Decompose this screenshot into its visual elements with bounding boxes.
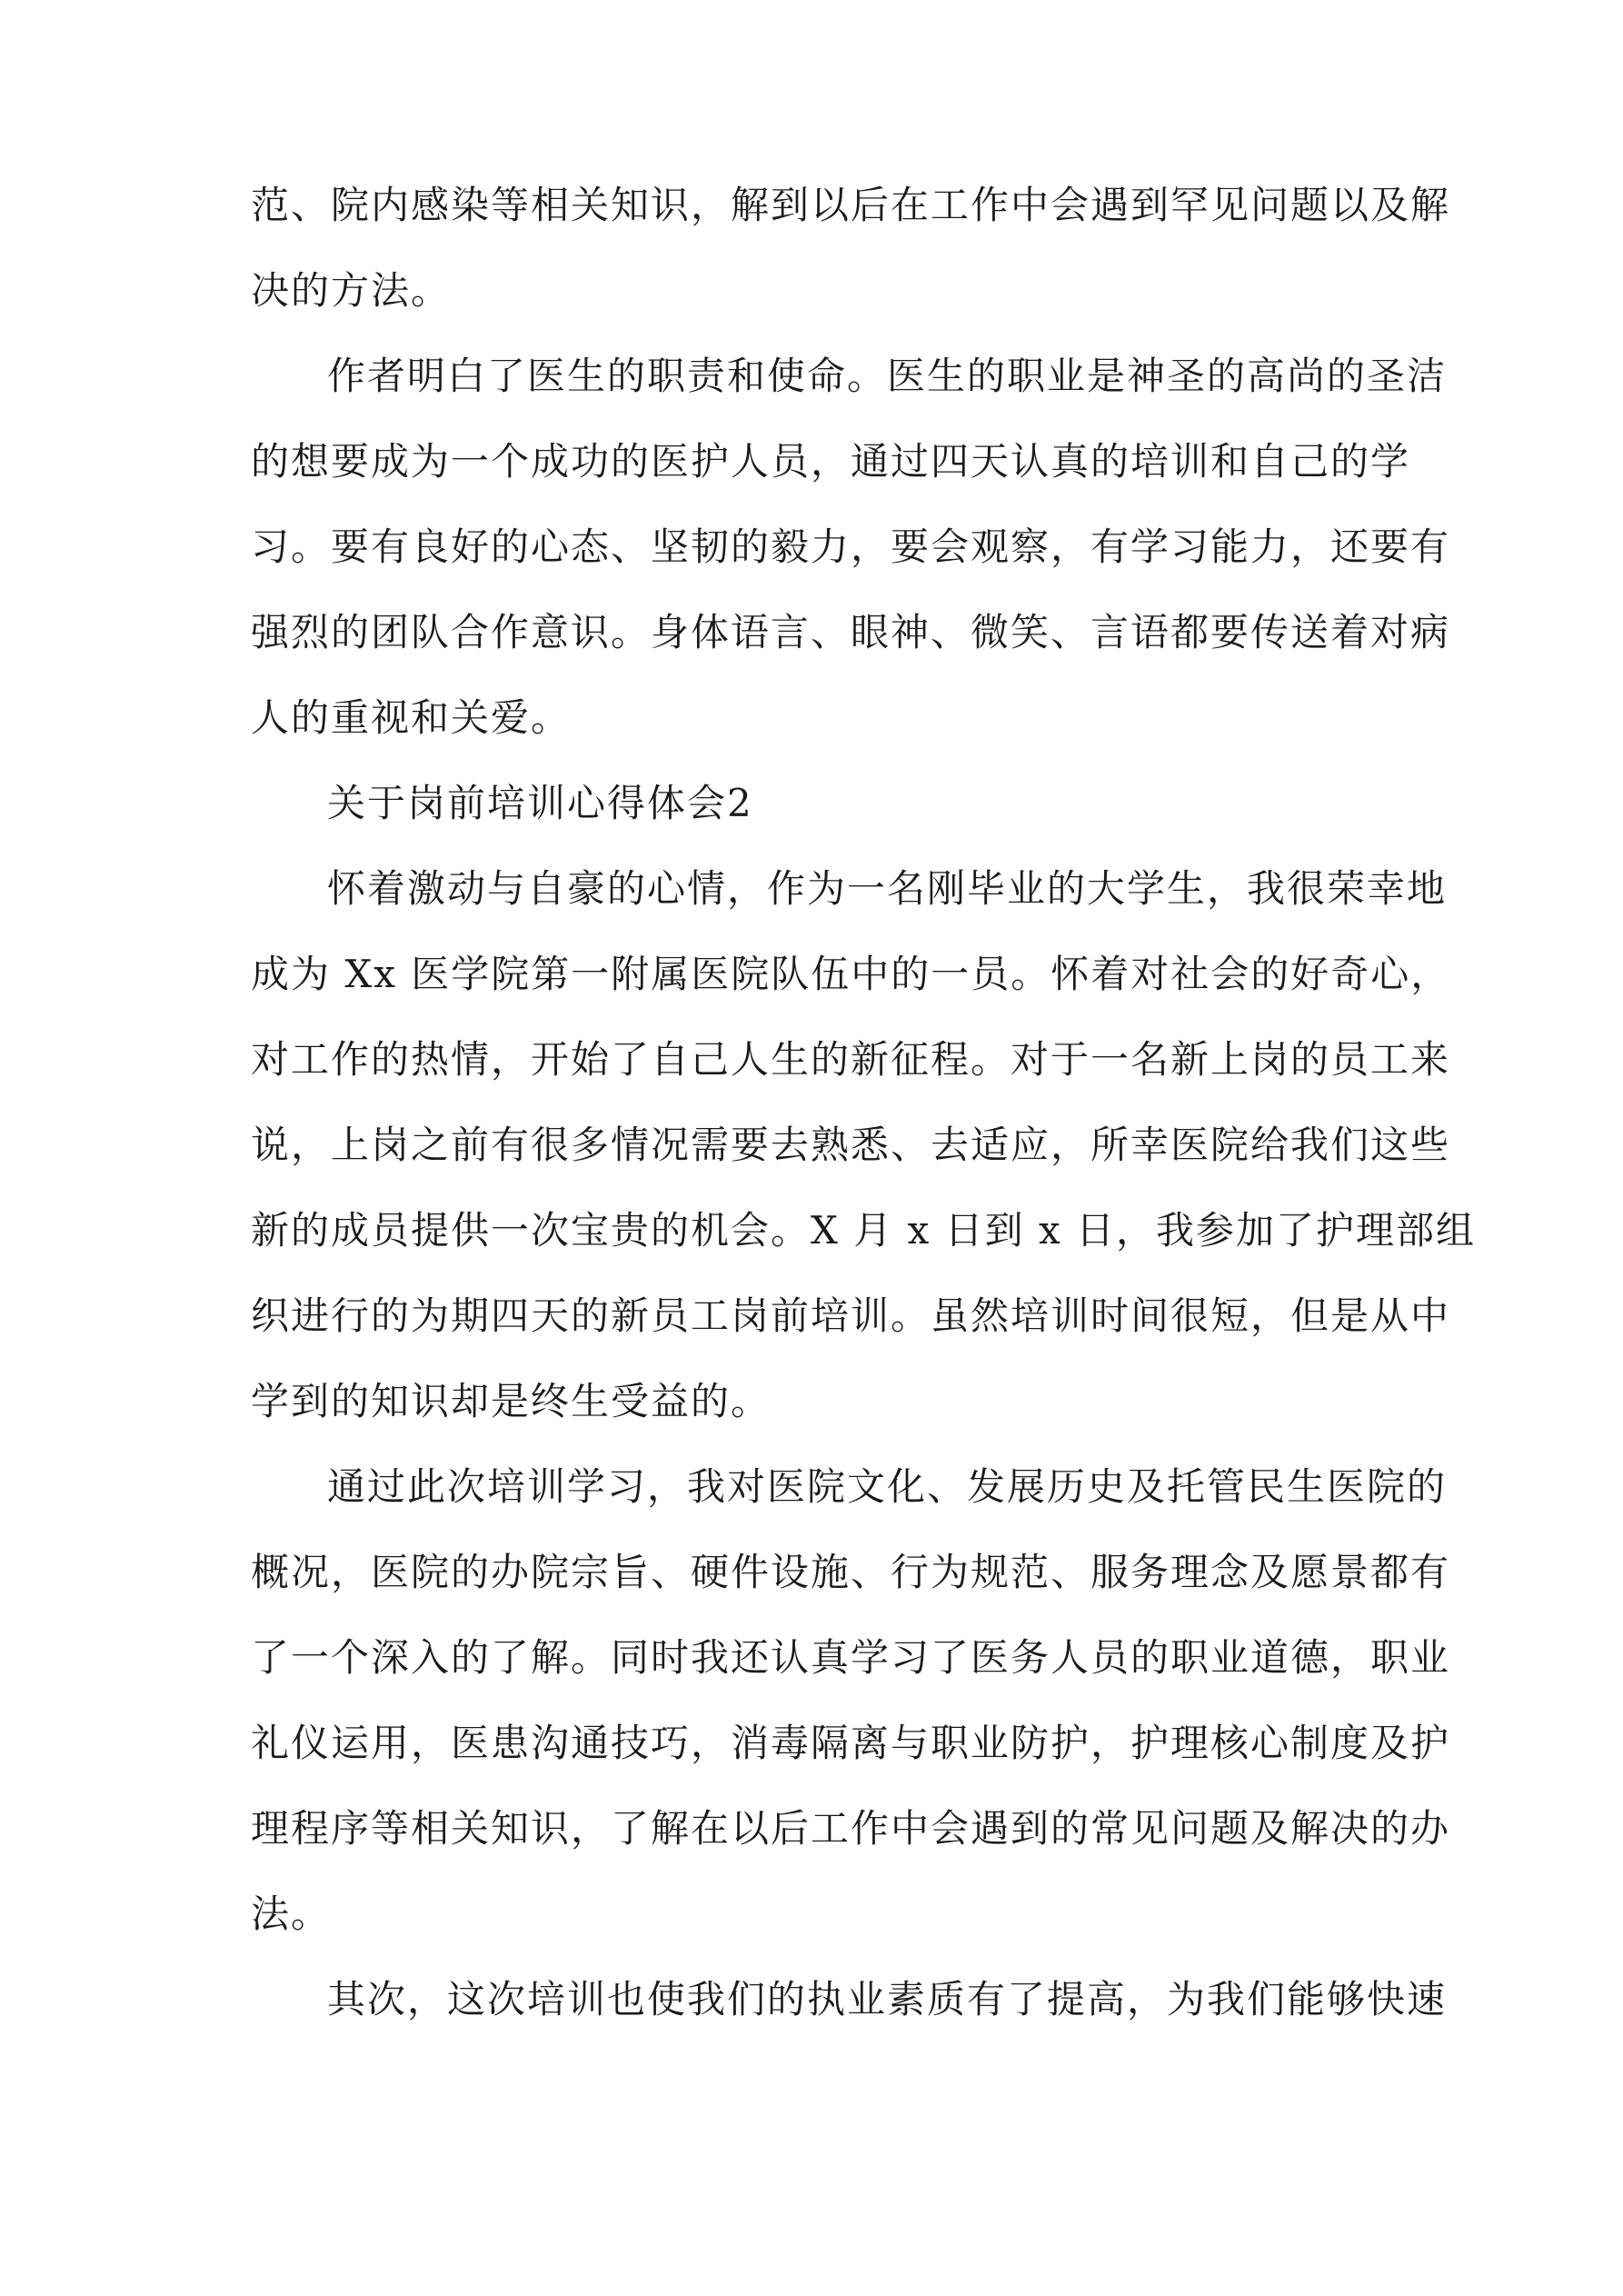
paragraph-start-line: 其次，这次培训也使我们的执业素质有了提高，为我们能够快速 xyxy=(327,1977,1448,2021)
text-line: 了一个深入的了解。同时我还认真学习了医务人员的职业道德，职业 xyxy=(251,1635,1451,1680)
text-line: 范、院内感染等相关知识，解到以后在工作中会遇到罕见问题以及解 xyxy=(251,183,1451,227)
text-line: 理程序等相关知识，了解在以后工作中会遇到的常见问题及解决的办 xyxy=(251,1806,1451,1851)
paragraph-start-line: 怀着激动与自豪的心情，作为一名刚毕业的大学生，我很荣幸地 xyxy=(327,866,1448,911)
text-line: 习。要有良好的心态、坚韧的毅力，要会观察，有学习能力，还要有 xyxy=(251,524,1451,569)
text-line: 织进行的为期四天的新员工岗前培训。虽然培训时间很短，但是从中 xyxy=(251,1293,1451,1338)
text-line: 学到的知识却是终生受益的。 xyxy=(251,1379,772,1423)
text-line: 的想要成为一个成功的医护人员，通过四天认真的培训和自己的学 xyxy=(251,439,1411,484)
text-line: 对工作的热情，开始了自己人生的新征程。对于一名新上岗的员工来 xyxy=(251,1037,1451,1082)
text-line: 决的方法。 xyxy=(251,268,452,313)
text-line: 说，上岗之前有很多情况需要去熟悉、去适应，所幸医院给我们这些 xyxy=(251,1123,1451,1167)
section-heading: 关于岗前培训心得体会2 xyxy=(327,781,753,825)
text-line: 概况，医院的办院宗旨、硬件设施、行为规范、服务理念及愿景都有 xyxy=(251,1550,1451,1594)
paragraph-start-line: 作者明白了医生的职责和使命。医生的职业是神圣的高尚的圣洁 xyxy=(327,354,1448,398)
text-line: 成为 Xx 医学院第一附属医院队伍中的一员。怀着对社会的好奇心， xyxy=(251,952,1451,996)
text-line: 法。 xyxy=(251,1892,332,1936)
text-line: 强烈的团队合作意识。身体语言、眼神、微笑、言语都要传送着对病 xyxy=(251,610,1451,654)
text-line: 人的重视和关爱。 xyxy=(251,695,572,740)
document-body xyxy=(251,178,1477,2058)
paragraph-start-line: 通过此次培训学习，我对医院文化、发展历史及托管民生医院的 xyxy=(327,1464,1448,1509)
text-line: 礼仪运用，医患沟通技巧，消毒隔离与职业防护，护理核心制度及护 xyxy=(251,1721,1451,1765)
text-line: 新的成员提供一次宝贵的机会。X 月 x 日到 x 日，我参加了护理部组 xyxy=(251,1208,1477,1253)
